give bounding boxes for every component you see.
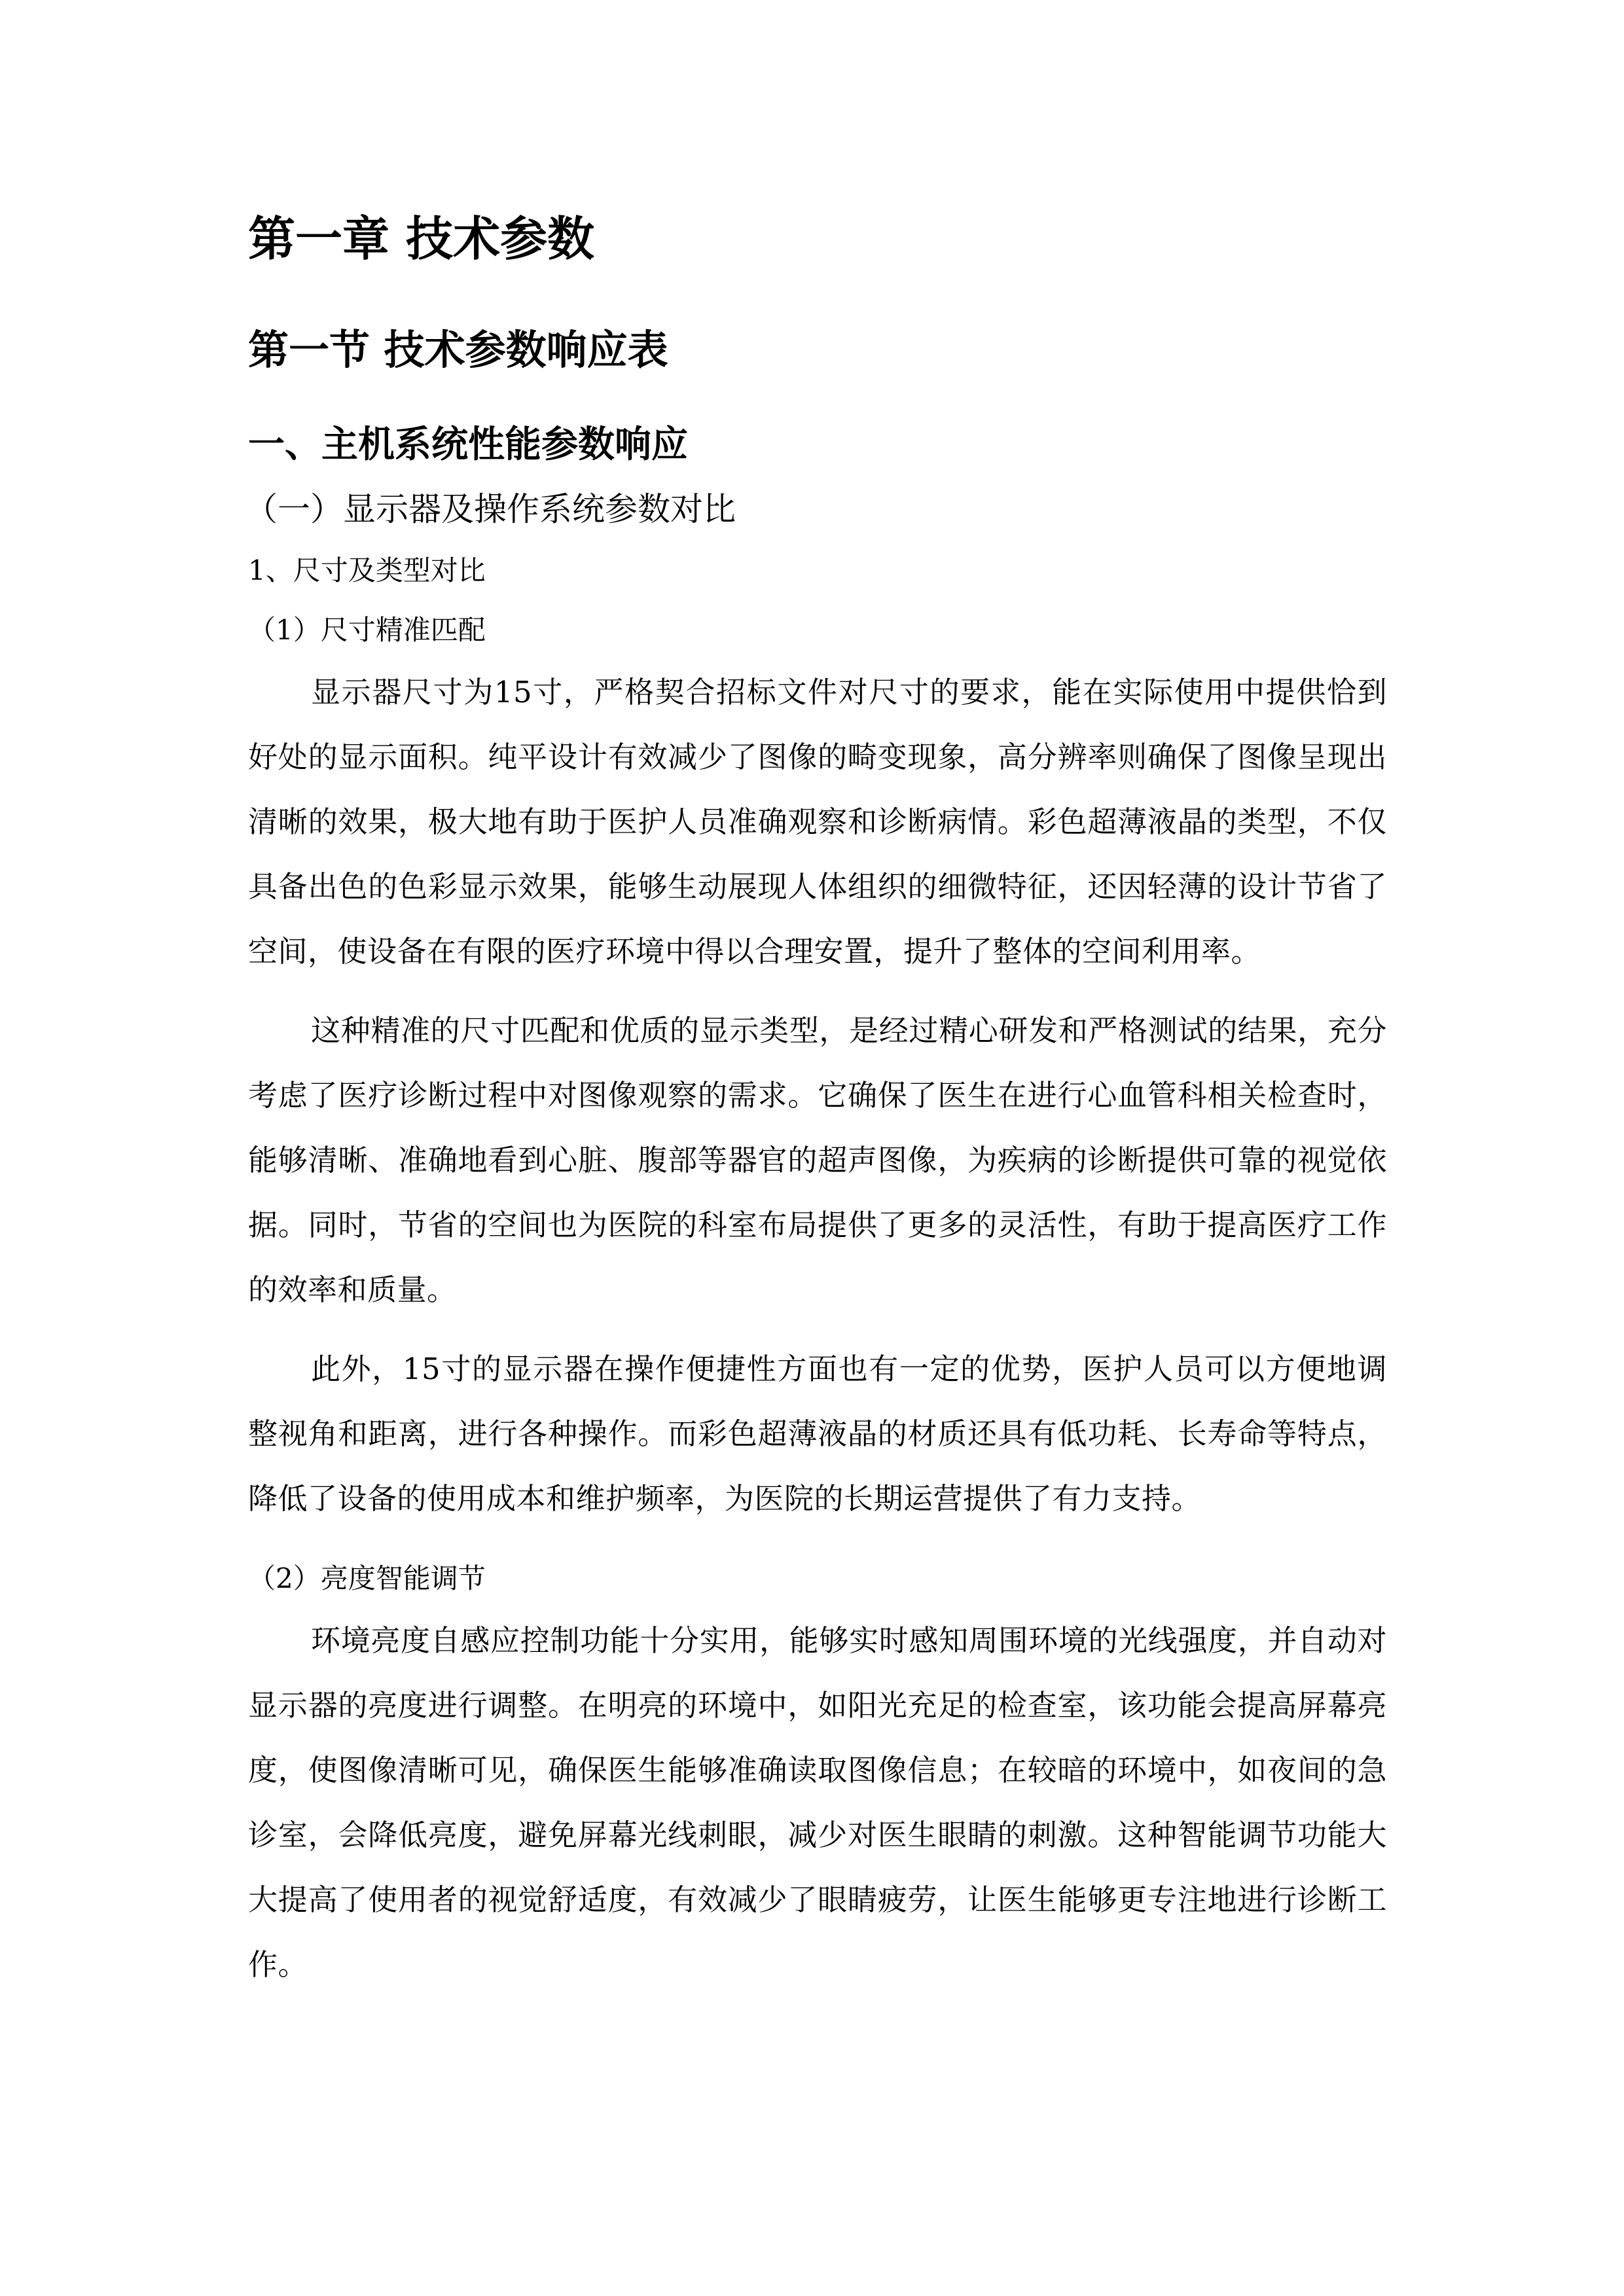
subitem-title-brightness: （2）亮度智能调节: [248, 1562, 486, 1594]
paragraph: 显示器尺寸为15寸，严格契合招标文件对尺寸的要求，能在实际使用中提供恰到好处的显示面积。纯平设计有效减少了图像的畸变现象，高分辨率则确保了图像呈现出清晰的效果，极大地有助于医护人员准确观察和诊断病情。彩色超薄液晶的类型，不仅具备出色的色彩显示效果，能够生动展现人体组织的细微特征，还因轻薄的设计节省了空间，使设备在有限的医疗环境中得以合理安置，提升了整体的空间利用率。: [248, 675, 1387, 969]
chapter-title: 第一章 技术参数: [248, 211, 595, 266]
subsection-title: （一）显示器及操作系统参数对比: [245, 490, 736, 528]
section-title: 第一节 技术参数响应表: [248, 326, 668, 374]
paragraph: 这种精准的尺寸匹配和优质的显示类型，是经过精心研发和严格测试的结果，充分考虑了医疗诊断过程中对图像观察的需求。它确保了医生在进行心血管科相关检查时，能够清晰、准确地看到心脏、腹部等器官的超声图像，为疾病的诊断提供可靠的视觉依据。同时，节省的空间也为医院的科室布局提供了更多的灵活性，有助于提高医疗工作的效率和质量。: [248, 1013, 1387, 1307]
subitem-title-size: （1）尺寸精准匹配: [248, 614, 486, 646]
item-title: 1、尺寸及类型对比: [248, 554, 486, 586]
paragraph: 此外，15寸的显示器在操作便捷性方面也有一定的优势，医护人员可以方便地调整视角和距离，进行各种操作。而彩色超薄液晶的材质还具有低功耗、长寿命等特点，降低了设备的使用成本和维护频率，为医院的长期运营提供了有力支持。: [248, 1352, 1387, 1516]
paragraph: 环境亮度自感应控制功能十分实用，能够实时感知周围环境的光线强度，并自动对显示器的亮度进行调整。在明亮的环境中，如阳光充足的检查室，该功能会提高屏幕亮度，使图像清晰可见，确保医生能够准确读取图像信息；在较暗的环境中，如夜间的急诊室，会降低亮度，避免屏幕光线刺眼，减少对医生眼睛的刺激。这种智能调节功能大大提高了使用者的视觉舒适度，有效减少了眼睛疲劳，让医生能够更专注地进行诊断工作。: [248, 1623, 1387, 1982]
page-content: [245, 196, 1387, 1997]
part-title: 一、主机系统性能参数响应: [248, 423, 688, 466]
